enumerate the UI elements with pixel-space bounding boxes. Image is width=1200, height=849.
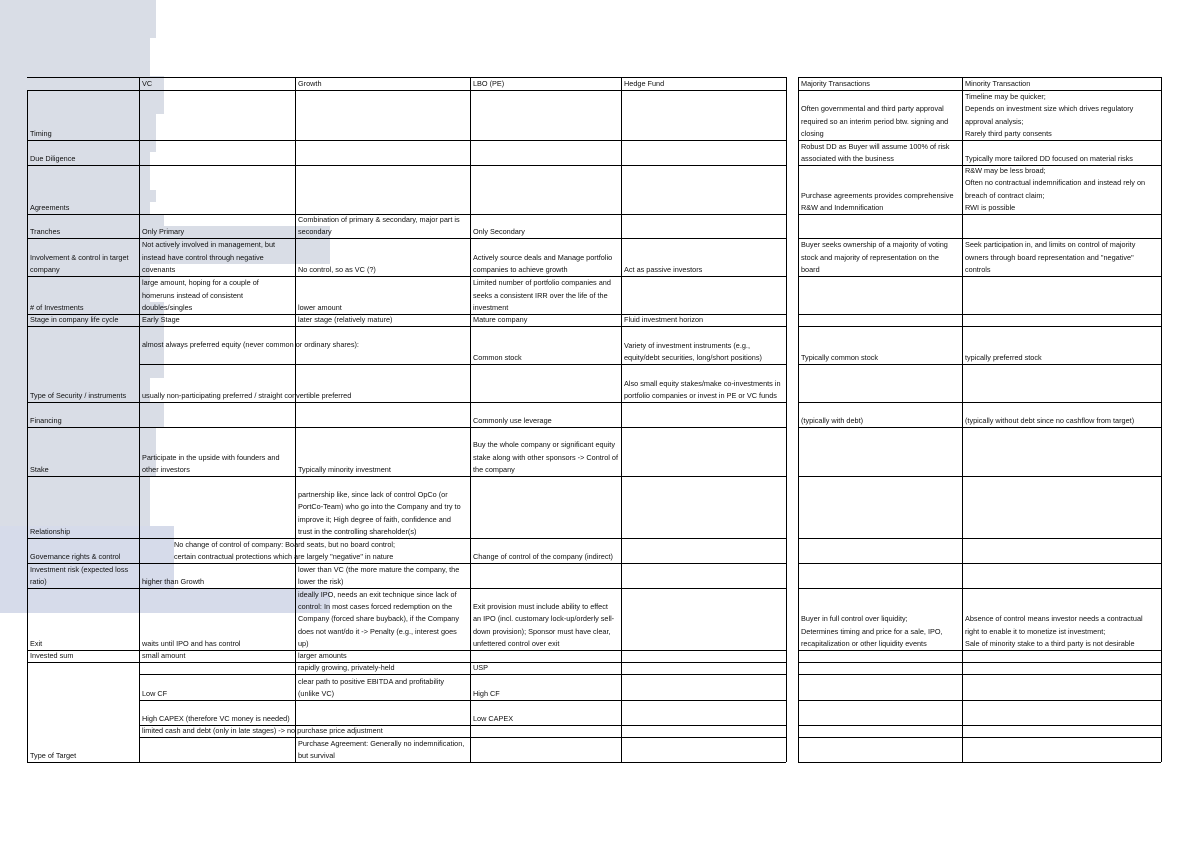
cell-agreements-minority: R&W may be less broad; Often no contractual indemnification and instead rely on breach of contract claim; RWI is possible xyxy=(965,166,1146,212)
row-label-invested-sum: Invested sum xyxy=(30,651,74,660)
grid-line xyxy=(798,364,1161,365)
cell-tranches-lbo: Only Secondary xyxy=(473,226,525,236)
row-label-num-investments: # of Investments xyxy=(30,302,84,312)
grid-line xyxy=(798,214,1161,215)
row-label-governance: Governance rights & control xyxy=(30,551,121,561)
cell-exit-minority: Absence of control means investor needs a contractual right to enable it to monetize ist investment; Sale of minority stake to a third party is not desirable xyxy=(965,614,1143,648)
cell-invested-vc: small amount xyxy=(142,651,186,660)
cell-invested-growth: larger amounts xyxy=(298,651,347,660)
cell-involvement-growth: No control, so as VC (?) xyxy=(298,264,376,274)
grid-line xyxy=(798,314,1161,315)
shade xyxy=(0,38,150,76)
governance-line-1: No change of control of company: Board seats, but no board control; xyxy=(174,539,396,549)
cell-stage-vc: Early Stage xyxy=(142,315,180,324)
cell-involvement-lbo: Actively source deals and Manage portfolio companies to achieve growth xyxy=(473,252,613,274)
cell-investments-growth: lower amount xyxy=(298,302,342,312)
cell-security-lbo: Common stock xyxy=(473,352,522,362)
cell-investments-vc: large amount, hoping for a couple of homeruns instead of consistent doubles/singles xyxy=(142,278,259,312)
header-growth: Growth xyxy=(298,79,322,88)
grid-line xyxy=(786,77,787,762)
shade xyxy=(0,0,156,38)
grid-line xyxy=(621,77,622,762)
row-label-relationship: Relationship xyxy=(30,526,71,536)
row-label-tranches: Tranches xyxy=(30,226,61,236)
grid-line xyxy=(1161,77,1162,762)
cell-tranches-vc: Only Primary xyxy=(142,226,185,236)
cell-security-vc-growth-1: almost always preferred equity (never common or ordinary shares): xyxy=(142,339,359,349)
cell-stake-lbo: Buy the whole company or significant equity stake along with other sponsors -> Control of the company xyxy=(473,440,619,474)
grid-line xyxy=(27,90,786,91)
cell-target-r5-growth: Purchase Agreement: Generally no indemnification, but survival xyxy=(298,738,465,760)
cell-stage-growth: later stage (relatively mature) xyxy=(298,315,393,324)
row-label-due-diligence: Due Diligence xyxy=(30,153,76,163)
cell-target-r1-growth: rapidly growing, privately-held xyxy=(298,663,395,672)
grid-line xyxy=(798,700,1161,701)
grid-line xyxy=(798,674,1161,675)
cell-agreements-majority: Purchase agreements provides comprehensive R&W and Indemnification xyxy=(801,190,954,212)
cell-target-r1-lbo: USP xyxy=(473,663,489,672)
row-label-agreements: Agreements xyxy=(30,202,70,212)
cell-governance-lbo: Change of control of the company (indirect) xyxy=(473,551,613,561)
grid-line xyxy=(27,762,786,763)
grid-line xyxy=(798,762,1161,763)
cell-stake-growth: Typically minority investment xyxy=(298,464,391,474)
grid-line xyxy=(798,662,1161,663)
cell-security-minority: typically preferred stock xyxy=(965,352,1042,362)
grid-line xyxy=(27,165,786,166)
cell-security-hedge-1: Variety of investment instruments (e.g., equity/debt securities, long/short positions) xyxy=(624,340,762,362)
row-label-risk: Investment risk (expected loss ratio) xyxy=(30,564,129,586)
grid-line xyxy=(798,538,1161,539)
header-majority: Majority Transactions xyxy=(801,79,870,88)
cell-dd-majority: Robust DD as Buyer will assume 100% of risk associated with the business xyxy=(801,141,950,163)
cell-timing-minority: Timeline may be quicker; Depends on investment size which drives regulatory approval analysis; Rarely third party consents xyxy=(965,92,1134,138)
cell-exit-growth: ideally IPO, needs an exit technique since lack of control: In most cases forced redemption on the Company (forced share buyback), if the Company does not want/do it -> Penalty (e.g., interest goes up) xyxy=(298,589,460,648)
row-label-security: Type of Security / instruments xyxy=(30,390,127,400)
cell-target-r2-lbo: High CF xyxy=(473,688,500,698)
row-label-involvement: Involvement & control in target company xyxy=(30,252,129,274)
header-vc: VC xyxy=(142,79,153,88)
cell-involvement-majority: Buyer seeks ownership of a majority of voting stock and majority of representation on the board xyxy=(801,240,948,274)
cell-risk-growth: lower than VC (the more mature the company, the lower the risk) xyxy=(298,564,460,586)
cell-target-r3-vc: High CAPEX (therefore VC money is needed) xyxy=(142,713,290,723)
cell-stage-lbo: Mature company xyxy=(473,315,528,324)
cell-involvement-minority: Seek participation in, and limits on control of majority owners through board representation and "negative" controls xyxy=(965,240,1136,274)
cell-exit-majority: Buyer in full control over liquidity; Determines timing and price for a sale, IPO, recapitalization or other liquidity events xyxy=(801,614,943,648)
cell-security-vc-growth-2: usually non-participating preferred / straight convertible preferred xyxy=(142,390,352,400)
row-label-stake: Stake xyxy=(30,464,49,474)
cell-relationship-growth: partnership like, since lack of control OpCo (or PortCo-Team) who go into the Company and try to improve it; High degree of faith, confidence and trust in the controlling shareholder(s) xyxy=(298,490,461,536)
row-label-stage: Stage in company life cycle xyxy=(30,315,119,324)
cell-exit-lbo: Exit provision must include ability to effect an IPO (incl. customary lock-up/orderly sell-down provision); Sponsor must have clear, unfettered control over exit xyxy=(473,602,615,648)
grid-line xyxy=(798,427,1161,428)
cell-governance-vc-growth xyxy=(140,539,469,563)
cell-investments-lbo: Limited number of portfolio companies and seeks a consistent IRR over the life of the investment xyxy=(473,278,611,312)
cell-involvement-vc: Not actively involved in management, but instead have control through negative covenants xyxy=(142,240,276,274)
grid-line xyxy=(798,737,1161,738)
grid-line xyxy=(798,276,1161,277)
row-label-timing: Timing xyxy=(30,128,52,138)
grid-line xyxy=(798,563,1161,564)
cell-exit-vc: waits until IPO and has control xyxy=(142,638,241,648)
cell-tranches-growth: Combination of primary & secondary, major part is secondary xyxy=(298,215,460,236)
cell-financing-majority: (typically with debt) xyxy=(801,415,864,425)
cell-financing-lbo: Commonly use leverage xyxy=(473,415,552,425)
header-minority: Minority Transaction xyxy=(965,79,1031,88)
row-label-financing: Financing xyxy=(30,415,62,425)
row-label-target: Type of Target xyxy=(30,750,77,760)
header-lbo: LBO (PE) xyxy=(473,79,505,88)
grid-line xyxy=(27,140,786,141)
cell-stake-vc: Participate in the upside with founders and other investors xyxy=(142,452,280,474)
cell-target-r2-growth: clear path to positive EBITDA and profitability (unlike VC) xyxy=(298,676,445,698)
cell-financing-minority: (typically without debt since no cashflow from target) xyxy=(965,415,1135,425)
header-hedge-fund: Hedge Fund xyxy=(624,79,665,88)
cell-dd-minority: Typically more tailored DD focused on material risks xyxy=(965,153,1133,163)
grid-line xyxy=(798,650,1161,651)
cell-stage-hedge: Fluid investment horizon xyxy=(624,315,704,324)
cell-security-hedge-2: Also small equity stakes/make co-investments in portfolio companies or invest in PE or VC funds xyxy=(624,378,781,400)
grid-line xyxy=(27,402,786,403)
cell-risk-vc: higher than Growth xyxy=(142,576,205,586)
cell-target-r4-vc-growth: limited cash and debt (only in late stages) -> no purchase price adjustment xyxy=(142,726,383,735)
governance-line-2: certain contractual protections which are largely "negative" in nature xyxy=(174,551,394,561)
cell-target-r2-vc: Low CF xyxy=(142,688,168,698)
cell-target-r3-lbo: Low CAPEX xyxy=(473,713,514,723)
cell-involvement-hedge: Act as passive investors xyxy=(624,264,703,274)
cell-security-majority: Typically common stock xyxy=(801,352,879,362)
cell-timing-majority: Often governmental and third party approval required so an interim period btw. signing and closing xyxy=(801,104,949,138)
grid-line xyxy=(798,725,1161,726)
grid-line xyxy=(798,476,1161,477)
row-label-exit: Exit xyxy=(30,638,43,648)
